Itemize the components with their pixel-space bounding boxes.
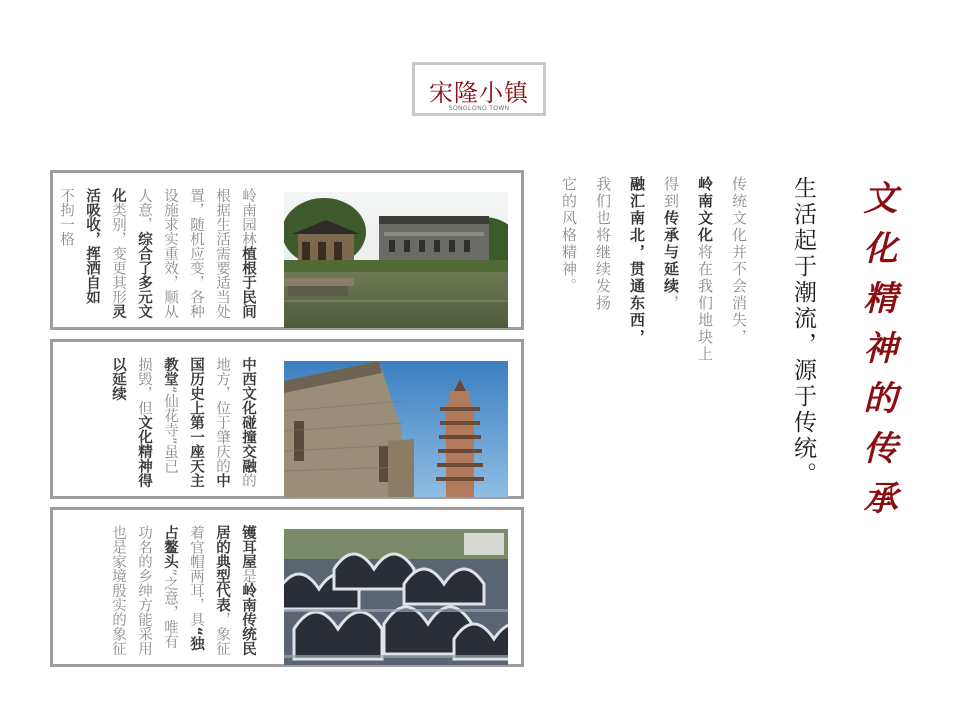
section-subtitle: 生活起于潮流，源于传统。	[790, 176, 816, 488]
panel-wok-ear-house	[50, 507, 524, 667]
text: 地方，位于肇庆的	[214, 357, 230, 473]
bold-text: 以延续	[110, 357, 126, 401]
garden-photo	[284, 192, 508, 328]
logo-box	[412, 62, 546, 116]
bold-text: 文化精神得	[136, 415, 152, 488]
panel-church	[50, 339, 524, 499]
text-column	[209, 525, 235, 665]
text: ”之意，唯有	[162, 568, 178, 649]
text: 类别，变更其形	[110, 202, 126, 304]
church-text	[105, 357, 261, 497]
text-column	[157, 525, 183, 665]
text-column	[105, 188, 131, 328]
text-column	[722, 176, 756, 476]
text-column	[654, 176, 688, 476]
text-column	[79, 188, 105, 328]
garden-text	[53, 188, 261, 328]
text-column	[131, 188, 157, 328]
text: 根据生活需要适当处	[214, 188, 230, 319]
text: 我们也将继续发扬	[594, 176, 612, 312]
text-column	[688, 176, 722, 476]
text-column	[209, 188, 235, 328]
text-column	[235, 525, 261, 665]
text-column	[209, 357, 235, 497]
text-column	[53, 188, 79, 328]
text-column	[235, 188, 261, 328]
text: 传统文化并不会消失，	[730, 176, 748, 346]
bold-text: 中	[214, 473, 230, 488]
bold-text: 植根于民间	[240, 246, 256, 319]
text-column	[105, 357, 131, 497]
text: 得到	[662, 176, 680, 210]
text-column	[183, 357, 209, 497]
text: 损毁，但	[136, 357, 152, 415]
bold-text: 国历史上第一座天主	[188, 357, 204, 488]
text-column	[235, 357, 261, 497]
text-column	[131, 357, 157, 497]
text: ，	[662, 295, 680, 312]
bold-text: 居的典型代表	[214, 525, 230, 612]
text-column	[157, 357, 183, 497]
panel-garden	[50, 170, 524, 330]
text-column	[552, 176, 586, 476]
text: 设施求实重效，顺从	[162, 188, 178, 319]
church-pagoda-photo	[284, 361, 508, 497]
bold-text: 活吸收，挥洒自如	[84, 188, 100, 304]
bold-text: 中西文化碰撞交融	[240, 357, 256, 473]
text: 将在我们地块上	[696, 244, 714, 363]
text: 的	[240, 473, 256, 488]
bold-text: 综合了多元文	[136, 231, 152, 319]
text-column	[620, 176, 654, 476]
text: 岭南园林	[240, 188, 256, 246]
bold-text: 化	[110, 188, 126, 203]
bold-text: 镬耳屋	[240, 525, 256, 569]
text: 不拘一格	[58, 188, 74, 246]
logo-subtitle: SONGLONG TOWN	[448, 106, 510, 112]
bold-text: 岭南文化	[696, 176, 714, 244]
bold-text: “独	[188, 626, 204, 651]
bold-text: 融汇南北，贯通东西，	[628, 176, 646, 346]
text: 是	[240, 568, 256, 583]
text: 它的风格精神。	[560, 176, 578, 295]
wok-ear-house-text	[105, 525, 261, 665]
text: 置，随机应变，各种	[188, 188, 204, 319]
bold-text: 灵	[110, 304, 126, 319]
text-column	[131, 525, 157, 665]
text: ，象征	[214, 612, 230, 656]
text-column	[105, 525, 131, 665]
section-title: 文化精神的传承	[857, 180, 897, 530]
text-column	[183, 525, 209, 665]
logo-title: 宋隆小镇	[429, 79, 529, 107]
text-column	[157, 188, 183, 328]
text: “仙花寺”虽已	[162, 386, 178, 474]
text: 着官帽两耳，具	[188, 525, 204, 627]
bold-text: 占鳌头	[162, 525, 178, 569]
text-column	[586, 176, 620, 476]
text-column	[183, 188, 209, 328]
bold-text: 传承与延续	[662, 210, 680, 295]
text: 也是家境殷实的象征	[110, 525, 126, 656]
text: 人意，	[136, 188, 152, 232]
text: 功名的乡绅方能采用	[136, 525, 152, 656]
bold-text: 教堂	[162, 357, 178, 386]
bold-text: 岭南传统民	[240, 583, 256, 656]
wok-ear-roofs-photo	[284, 529, 508, 665]
body-text	[552, 176, 756, 476]
